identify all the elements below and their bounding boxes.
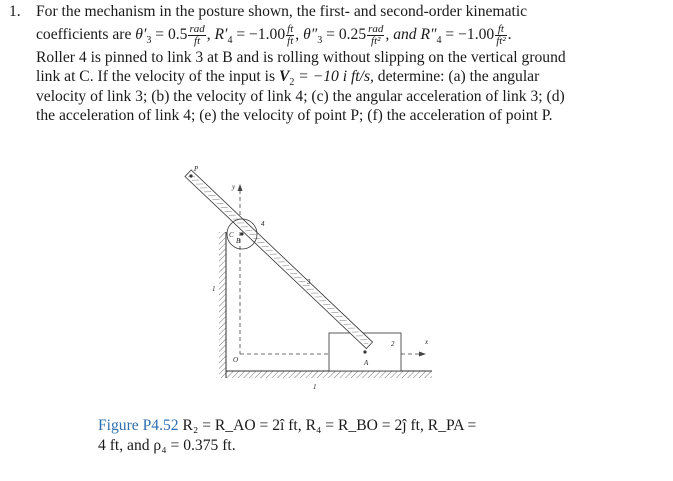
fraction-4: [495, 24, 506, 47]
theta3-prime-sub: 3: [146, 34, 152, 46]
problem-line-4: [36, 67, 669, 87]
label-A: A: [364, 359, 369, 367]
label-O: O: [233, 356, 239, 364]
fraction-3: [367, 24, 384, 47]
sep-1: ,: [206, 25, 215, 43]
eq-2: = −1.00: [232, 25, 286, 43]
R4-double-prime: R″: [420, 25, 437, 43]
label-x: x: [425, 338, 429, 346]
line-4-end: determine: (a) the angular: [373, 68, 540, 86]
label-2: 2: [391, 340, 395, 348]
theta3-double-prime: θ″: [303, 25, 318, 43]
problem-line-6: the acceleration of link 4; (e) the velocity of point P; (f) the acceleration of point P.: [36, 107, 553, 125]
problem-number: 1.: [9, 3, 21, 20]
R4-prime-sub: 4: [227, 34, 233, 46]
label-C: C: [229, 231, 234, 239]
fraction-1-den: ft: [194, 34, 201, 47]
eq-3: = 0.25: [322, 25, 367, 43]
fraction-1-num: rad: [189, 22, 205, 35]
figure-caption: [98, 416, 578, 456]
label-B: B: [236, 237, 241, 245]
eq-4: = −1.00: [441, 25, 495, 43]
velocity-value: = −10 i ft/s,: [294, 68, 374, 86]
caption-line-1-rest: R₂ = R_AO = 2î ft, R₄ = R_BO = 2ĵ ft, R_PA =: [178, 417, 477, 434]
horizontal-ground-hatch: [226, 371, 432, 378]
link-3: [185, 170, 373, 349]
problem-line-3: Roller 4 is pinned to link 3 at B and is rolling without slipping on the vertical ground: [36, 48, 566, 66]
coefficients-lead: coefficients are: [36, 25, 136, 43]
label-y: y: [232, 183, 236, 191]
eq-1: = 0.5: [151, 25, 188, 43]
fraction-3-num: rad: [368, 22, 384, 35]
vertical-ground-hatch: [219, 232, 226, 378]
fraction-2-den: ft: [287, 34, 294, 47]
line-2-end: .: [507, 25, 512, 43]
problem-line-5: velocity of link 3; (b) the velocity of link 4; (c) the angular acceleration of link 3; (d): [36, 87, 565, 105]
theta3-prime: θ′: [135, 25, 147, 43]
R4-double-prime-sub: 4: [436, 34, 442, 46]
fraction-2: [286, 24, 294, 47]
mechanism-figure: [180, 164, 440, 394]
fraction-4-num: ft: [495, 24, 506, 36]
problem-body: [36, 2, 669, 126]
velocity-sub: 2: [289, 77, 295, 89]
fraction-2-num: ft: [287, 22, 294, 35]
fraction-1: [188, 24, 205, 47]
point-P-tip: [189, 174, 192, 177]
fraction-3-den: ft²: [371, 34, 381, 47]
label-P: P: [194, 165, 199, 173]
line-4-lead: link at C. If the velocity of the input is: [36, 68, 276, 86]
problem-line-2: [36, 22, 669, 48]
y-axis-arrow: [238, 184, 243, 191]
theta3-double-prime-sub: 3: [317, 34, 323, 46]
label-4: 4: [261, 220, 265, 228]
caption-figure-label: Figure P4.52: [98, 417, 179, 434]
caption-line-1: [98, 416, 578, 436]
R4-prime: R′: [214, 25, 228, 43]
sep-2: ,: [295, 25, 304, 43]
problem-line-1: For the mechanism in the posture shown, the first- and second-order kinematic: [36, 3, 528, 20]
label-3: 3: [307, 278, 311, 286]
label-1-left: 1: [212, 285, 216, 293]
x-axis-arrow: [419, 352, 426, 357]
label-1-bottom: 1: [313, 383, 317, 391]
caption-line-2: 4 ft, and ρ₄ = 0.375 ft.: [98, 437, 236, 454]
pin-A: [363, 350, 366, 353]
velocity-symbol: V: [278, 68, 290, 86]
pin-B: [240, 232, 243, 235]
fraction-4-den: ft²: [496, 34, 506, 47]
sep-3: , and: [385, 25, 421, 43]
